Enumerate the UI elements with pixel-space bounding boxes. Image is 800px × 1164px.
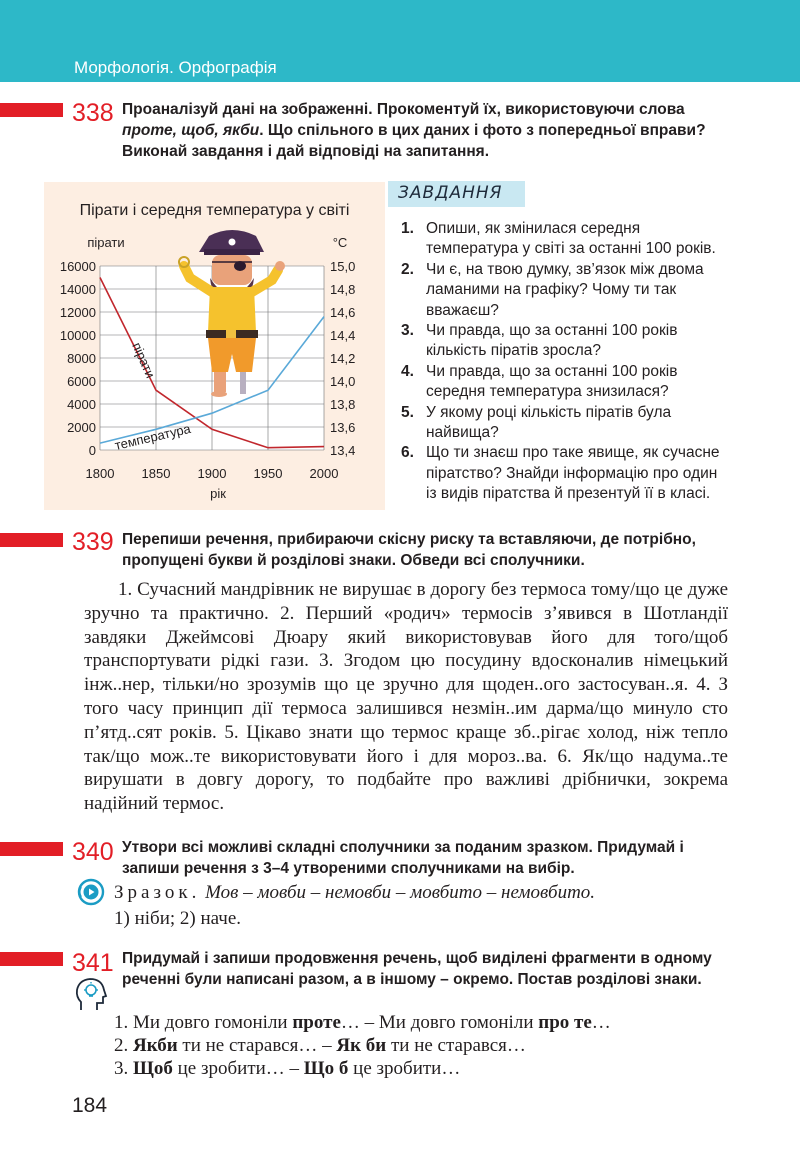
tasks-label: ЗАВДАННЯ [398, 183, 503, 203]
sentence-text: це зробити… [348, 1058, 461, 1079]
task-line-2-rest: . Що спільного в цих даних і фото з попередньої вправи? [259, 122, 706, 139]
x-tick-label: 1800 [85, 466, 115, 481]
question-number: 3. [401, 322, 414, 340]
page-number: 184 [72, 1094, 108, 1117]
idea-head-icon [74, 976, 108, 1014]
question-item [401, 321, 731, 362]
y-right-tick-label: 13,6 [330, 420, 356, 435]
y-left-tick-label: 12000 [59, 305, 96, 320]
x-axis-label: рік [210, 486, 226, 501]
header-band [0, 0, 800, 82]
task-keywords: проте, щоб, якби [122, 122, 260, 139]
exercise-339-task: Перепиши речення, прибираючи скісну риску та вставляючи, де потрібно, пропущені букви й розділові знаки. Обведи всі сполучники. [122, 531, 696, 569]
y-left-tick-label: 10000 [59, 328, 96, 343]
y-right-tick-label: 13,4 [330, 443, 356, 458]
y-left-tick-label: 6000 [67, 374, 96, 389]
sample-example: Мов – мовби – немовби – мовбито – немовбито. [205, 882, 596, 903]
y-right-tick-label: 14,4 [330, 328, 356, 343]
task-line-2 [122, 120, 734, 141]
x-tick-label: 2000 [309, 466, 339, 481]
highlighted-fragment: Якби [133, 1035, 178, 1056]
question-text: Чи є, на твою думку, зв’язок між двома ламаними на графіку? Чому ти так вважаєш? [426, 260, 704, 319]
sentence-text: 1. Ми довго гомоніли [114, 1012, 293, 1033]
task-line-1: Проаналізуй дані на зображенні. Прокоментуй їх, використовуючи слова [122, 101, 685, 118]
question-list [401, 219, 731, 505]
sample-line [114, 880, 734, 906]
x-tick-label: 1900 [197, 466, 227, 481]
sentence-text: … – Ми довго гомоніли [340, 1012, 539, 1033]
x-tick-label: 1850 [141, 466, 171, 481]
y-right-tick-label: 14,8 [330, 282, 356, 297]
y-right-tick-label: 15,0 [330, 259, 356, 274]
question-item [401, 260, 731, 321]
pirates-temperature-chart [44, 182, 385, 510]
x-tick-label: 1950 [253, 466, 283, 481]
y-right-axis-label: °C [332, 235, 348, 250]
sentence-text: … [591, 1012, 611, 1033]
y-right-tick-label: 14,2 [330, 351, 356, 366]
exercise-340-task: Утвори всі можливі складні сполучники за поданим зразком. Придумай і запиши речення з 3–4 утвореними сполучниками на вибір. [122, 839, 684, 877]
exercise-marker-bar [0, 103, 63, 117]
question-item [401, 403, 731, 444]
question-text: Що ти знаєш про таке явище, як сучасне піратство? Знайди інформацію про один із видів піратства й презентуй її в класі. [426, 444, 720, 503]
tasks-label-banner [388, 181, 525, 207]
exercise-number-338: 338 [72, 99, 114, 127]
sample-label: Зразок. [114, 882, 201, 903]
chart-title: Пірати і середня температура у світі [79, 202, 350, 219]
sentence-text: 3. [114, 1058, 133, 1079]
y-left-tick-label: 4000 [67, 397, 96, 412]
y-left-tick-label: 2000 [67, 420, 96, 435]
question-item [401, 443, 731, 504]
question-number: 2. [401, 260, 414, 278]
exercise-marker-bar [0, 952, 63, 966]
y-right-tick-label: 14,0 [330, 374, 356, 389]
exercise-339-text: 1. Сучасний мандрівник не вирушає в дорогу без термоса тому/що це дуже зручно та практично. 2. Перший «родич» термосів з’явився в Шотландії завдяки Джеймсові Дюару який використовував його для того/щоб транспортувати рідкі гази. 3. Згодом цю посудину вдосконалив німецький інж..нер, тільки/но зрозумів що це зручно для щоден..ого застосуван..я. 4. З того часу принцип дії термоса залишився незмін..им дарма/що минуло сто п’ятд..сят років. 5. Цікаво знати що термос краще зб..рігає холод, ніж тепло так/що мож..те використовувати його і для мороз..ва. 6. Як/що надума..те вирушати в довгу дорогу, то подбайте про важливі дрібнички, зокрема надійний термос. [84, 579, 728, 815]
exercise-marker-bar [0, 533, 63, 547]
y-right-tick-label: 13,8 [330, 397, 356, 412]
sentence-pair [114, 1034, 734, 1057]
highlighted-fragment: Як би [336, 1035, 387, 1056]
exercise-number-341: 341 [72, 949, 114, 977]
question-item [401, 362, 731, 403]
question-text: Опиши, як змінилася середня температура у світі за останні 100 років. [426, 220, 716, 258]
exercise-338-task [122, 99, 734, 162]
question-number: 6. [401, 444, 414, 462]
sentence-text: ти не старався… [386, 1035, 526, 1056]
question-number: 4. [401, 362, 414, 380]
highlighted-fragment: проте [292, 1012, 341, 1033]
sentence-text: це зробити… – [172, 1058, 304, 1079]
y-left-tick-label: 16000 [59, 259, 96, 274]
exercise-number-339: 339 [72, 528, 114, 556]
sentence-text: ти не старався… – [177, 1035, 337, 1056]
exercise-341-sentences [114, 1011, 734, 1080]
question-text: У якому році кількість піратів була найвища? [426, 403, 672, 442]
question-item [401, 219, 731, 260]
y-left-tick-label: 14000 [59, 282, 96, 297]
y-left-tick-label: 0 [88, 443, 96, 458]
task-line-3: Виконай завдання і дай відповіді на запитання. [122, 143, 490, 160]
highlighted-fragment: Щоб [133, 1058, 173, 1079]
chart-panel [44, 182, 385, 510]
section-title: Морфологія. Орфографія [74, 58, 277, 77]
exercise-341-task: Придумай і запиши продовження речень, щоб виділені фрагменти в одному реченні були написані разом, а в іншому – окремо. Постав розділові знаки. [122, 950, 712, 988]
sentence-pair [114, 1057, 734, 1080]
highlighted-fragment: Що б [303, 1058, 349, 1079]
highlighted-fragment: про те [538, 1012, 592, 1033]
given-conjunctions: 1) ніби; 2) наче. [114, 908, 242, 929]
y-left-tick-label: 8000 [67, 351, 96, 366]
series-label-temperature: температура [113, 420, 193, 453]
question-text: Чи правда, що за останні 100 років кількість піратів зросла? [426, 322, 678, 360]
y-right-tick-label: 14,6 [330, 305, 356, 320]
question-number: 1. [401, 220, 414, 237]
audio-play-icon[interactable] [77, 878, 105, 906]
y-left-axis-label: пірати [87, 235, 125, 250]
question-number: 5. [401, 403, 414, 421]
exercise-number-340: 340 [72, 838, 114, 866]
question-text: Чи правда, що за останні 100 років середня температура знизилася? [426, 362, 678, 401]
sentence-text: 2. [114, 1035, 133, 1056]
sentence-pair [114, 1011, 734, 1034]
series-label-pirates: пірати [129, 340, 159, 381]
exercise-marker-bar [0, 842, 63, 856]
